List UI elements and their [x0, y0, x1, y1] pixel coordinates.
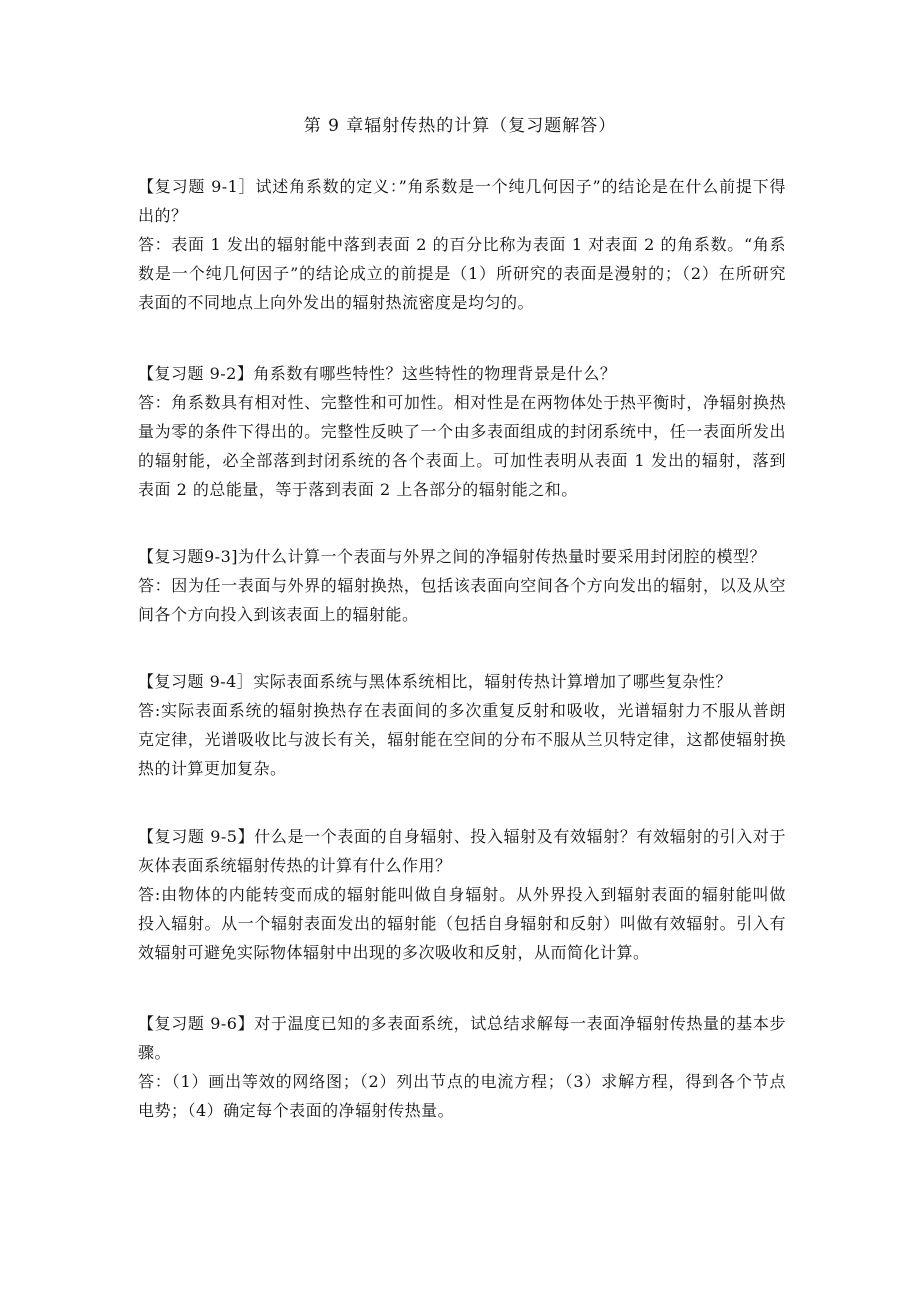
review-question-9-4 — [138, 667, 786, 783]
review-question-9-6 — [138, 1009, 786, 1125]
question-label: 【复习题 9-6】 — [138, 1014, 255, 1033]
question-label: 【复习题9-3] — [138, 547, 239, 566]
question-text — [138, 172, 786, 230]
answer-text: 答：角系数具有相对性、完整性和可加性。相对性是在两物体处于热平衡时，净辐射换热量为零的条件下得出的。完整性反映了一个由多表面组成的封闭系统中，任一表面所发出的辐射能，必全部落到封闭系统的各个表面上。可加性表明从表面 1 发出的辐射，落到表面 2 的总能量，等于落到表面 2 上各部分的辐射能之和。 — [138, 393, 786, 499]
question-body: 角系数有哪些特性？这些特性的物理背景是什么？ — [253, 364, 617, 383]
page-title: 第 9 章辐射传热的计算（复习题解答） — [303, 116, 617, 136]
review-question-9-2 — [138, 359, 786, 504]
question-label: 【复习题 9-4］ — [138, 672, 254, 691]
answer-text: 答：表面 1 发出的辐射能中落到表面 2 的百分比称为表面 1 对表面 2 的角系数。“角系数是一个纯几何因子”的结论成立的前提是（1）所研究的表面是漫射的；（2）在所研究表面的不同地点上向外发出的辐射热流密度是均匀的。 — [138, 235, 786, 312]
review-question-9-3 — [138, 542, 786, 629]
question-body: 实际表面系统与黑体系统相比，辐射传热计算增加了哪些复杂性？ — [253, 672, 732, 691]
answer-text: 答：（1）画出等效的网络图；（2）列出节点的电流方程；（3）求解方程，得到各个节点电势；（4）确定每个表面的净辐射传热量。 — [138, 1072, 786, 1120]
review-question-9-1 — [138, 172, 786, 317]
answer-text: 答：因为任一表面与外界的辐射换热，包括该表面向空间各个方向发出的辐射，以及从空间各个方向投入到该表面上的辐射能。 — [138, 576, 786, 624]
question-body: 为什么计算一个表面与外界之间的净辐射传热量时要采用封闭腔的模型？ — [238, 547, 767, 566]
question-body: 什么是一个表面的自身辐射、投入辐射及有效辐射？有效辐射的引入对于灰体表面系统辐射传热的计算有什么作用？ — [138, 827, 786, 875]
answer-text: 答:实际表面系统的辐射换热存在表面间的多次重复反射和吸收，光谱辐射力不服从普朗克定律，光谱吸收比与波长有关，辐射能在空间的分布不服从兰贝特定律，这都使辐射换热的计算更加复杂。 — [138, 701, 786, 778]
question-label: 【复习题 9-5】 — [138, 827, 255, 846]
answer-text: 答:由物体的内能转变而成的辐射能叫做自身辐射。从外界投入到辐射表面的辐射能叫做投入辐射。从一个辐射表面发出的辐射能（包括自身辐射和反射）叫做有效辐射。引入有效辐射可避免实际物体辐射中出现的多次吸收和反射，从而简化计算。 — [138, 885, 786, 962]
question-body: 对于温度已知的多表面系统，试总结求解每一表面净辐射传热量的基本步骤。 — [138, 1014, 786, 1062]
question-text — [138, 542, 786, 571]
question-label: 【复习题 9-2】 — [138, 364, 254, 383]
question-text — [138, 1009, 786, 1067]
review-question-9-5 — [138, 822, 786, 967]
question-text — [138, 359, 786, 388]
question-body: 试述角系数的定义：”角系数是一个纯几何因子”的结论是在什么前提下得出的？ — [138, 177, 786, 225]
question-text — [138, 667, 786, 696]
question-label: 【复习题 9-1］ — [138, 177, 256, 196]
question-text — [138, 822, 786, 880]
